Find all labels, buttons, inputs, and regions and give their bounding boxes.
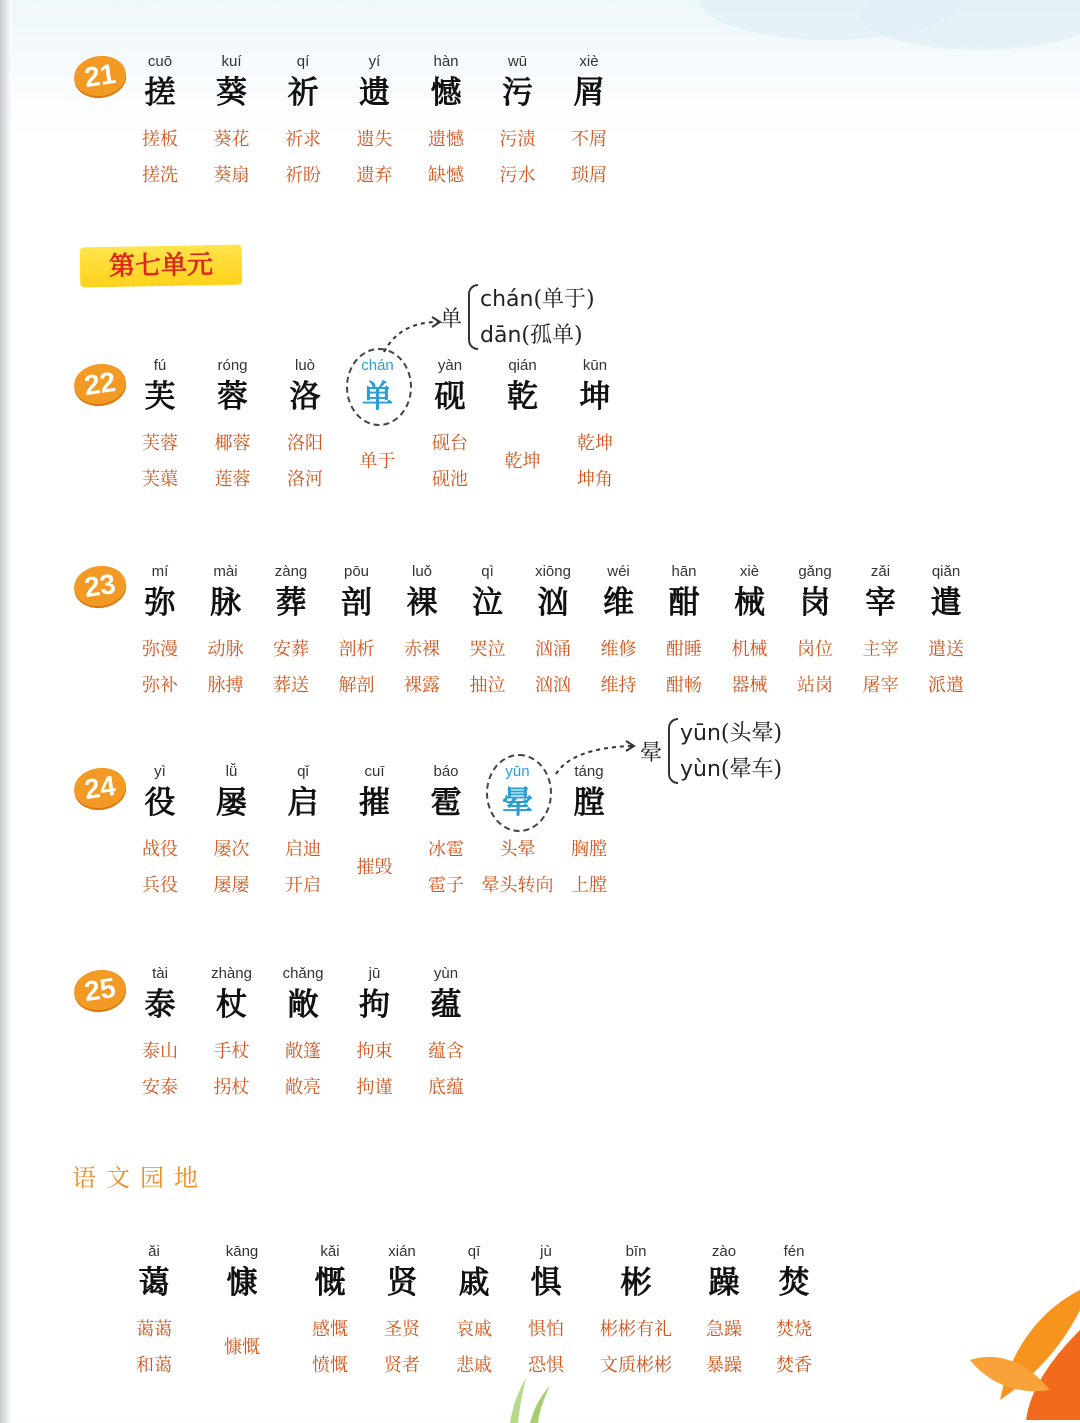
pinyin: zhàng [211, 965, 252, 982]
pinyin: zào [711, 1243, 737, 1260]
example-word: 遗失 [356, 129, 393, 150]
example-word: 弥补 [142, 675, 178, 696]
brace [668, 718, 678, 784]
hanzi: 惧 [530, 1265, 562, 1301]
example-word: 敞亮 [285, 1077, 321, 1098]
example-word: 惧怕 [528, 1319, 564, 1340]
example-word: 蔼蔼 [136, 1319, 172, 1340]
lesson-number-badge: 24 [71, 765, 128, 812]
example-word: 启迪 [285, 839, 321, 860]
note-pinyin: dān [480, 323, 522, 348]
dashed-arrow [552, 738, 642, 778]
character-entry [112, 1242, 196, 1384]
pinyin: zàng [274, 563, 308, 580]
leaf-decoration [930, 1270, 1080, 1420]
hanzi: 蕴 [430, 987, 462, 1023]
note-line [480, 318, 583, 349]
pinyin: kūn [582, 357, 608, 374]
example-word: 单于 [359, 451, 396, 472]
example-word: 酣畅 [666, 675, 702, 696]
unit-title: 第七单元 [80, 245, 243, 288]
pinyin: fén [783, 1243, 805, 1260]
example-word: 战役 [142, 839, 178, 860]
character-entry [335, 762, 415, 886]
hanzi: 脉 [210, 585, 241, 621]
example-word: 冰雹 [428, 839, 464, 860]
example-word: 琐屑 [571, 165, 607, 186]
character-entry [120, 356, 200, 498]
polyphone-note-dan [440, 282, 640, 352]
hanzi: 坤 [579, 379, 611, 415]
example-word: 泰山 [142, 1041, 178, 1062]
hanzi: 启 [287, 785, 319, 821]
pinyin: yàn [437, 357, 463, 374]
pinyin: bīn [625, 1243, 647, 1260]
example-word: 动脉 [207, 639, 244, 660]
note-pinyin: chán [480, 287, 534, 312]
pinyin: luò [294, 357, 316, 374]
hanzi: 裸 [406, 585, 438, 621]
example-word: 葵扇 [213, 165, 250, 186]
hanzi: 剖 [341, 585, 372, 621]
hanzi: 乾 [507, 379, 538, 415]
example-word: 机械 [731, 639, 768, 660]
pinyin: luǒ [411, 563, 433, 580]
example-word: 开启 [285, 875, 321, 896]
character-entry [594, 1242, 678, 1384]
note-word: (孤单) [521, 323, 583, 348]
hanzi: 泰 [144, 987, 176, 1023]
pinyin: yùn [433, 965, 459, 982]
character-entry [406, 762, 486, 904]
character-entry [549, 762, 629, 904]
pinyin: lǚ [225, 763, 238, 780]
example-word: 晕头转向 [481, 875, 554, 896]
example-word: 遣送 [928, 639, 964, 660]
character-entry [410, 356, 490, 498]
example-word: 雹子 [428, 875, 464, 896]
example-word: 抽泣 [469, 675, 506, 696]
example-word: 和蔼 [136, 1355, 172, 1376]
hanzi: 弥 [144, 585, 176, 621]
pinyin: wū [507, 53, 528, 70]
pinyin: mài [213, 563, 238, 580]
hanzi: 械 [734, 585, 765, 621]
example-word: 派遣 [928, 675, 964, 696]
pinyin: pōu [343, 563, 370, 580]
pinyin: tài [152, 965, 168, 982]
example-word: 维持 [600, 675, 637, 696]
example-word: 椰蓉 [214, 433, 251, 454]
character-entry [192, 762, 272, 904]
example-word: 弥漫 [142, 639, 178, 660]
hanzi: 宰 [865, 585, 896, 621]
example-word: 砚池 [432, 469, 468, 490]
note-word: (晕车) [720, 757, 783, 782]
hanzi: 汹 [537, 585, 569, 621]
example-word: 文质彬彬 [600, 1355, 672, 1376]
character-entry [335, 52, 415, 194]
polyphone-note-yun [640, 716, 840, 786]
highlight-circle [486, 754, 552, 832]
pinyin: xiè [579, 53, 599, 70]
highlight-circle [346, 348, 412, 426]
note-line [680, 716, 782, 747]
note-pinyin: yùn [680, 757, 721, 782]
hanzi: 膛 [573, 785, 605, 821]
character-entry [120, 52, 200, 194]
pinyin: cuī [364, 763, 385, 780]
note-word: (头晕) [720, 721, 783, 746]
pinyin: chǎng [282, 965, 324, 982]
hanzi: 酣 [668, 585, 700, 621]
example-word: 脉搏 [207, 675, 244, 696]
example-word: 敞篷 [285, 1041, 321, 1062]
example-word: 砚台 [432, 433, 468, 454]
example-word: 兵役 [142, 875, 178, 896]
hanzi: 搓 [144, 75, 176, 111]
character-entry [406, 52, 486, 194]
pinyin: xiōng [535, 563, 571, 580]
character-entry [120, 964, 200, 1106]
character-entry [263, 762, 343, 904]
example-word: 贤者 [384, 1355, 420, 1376]
pinyin: yì [154, 763, 166, 780]
hanzi: 砚 [434, 379, 466, 415]
hanzi: 摧 [359, 785, 390, 821]
example-word: 头晕 [499, 839, 536, 860]
hanzi: 维 [603, 585, 634, 621]
example-word: 站岗 [797, 675, 833, 696]
example-word: 汹汹 [535, 675, 571, 696]
note-pinyin: yūn [680, 721, 721, 746]
lesson-number-badge: 23 [71, 563, 128, 610]
hanzi: 雹 [430, 785, 462, 821]
example-word: 焚烧 [776, 1319, 812, 1340]
example-word: 愤慨 [312, 1355, 348, 1376]
lesson-number-badge: 25 [71, 967, 128, 1014]
example-word: 污水 [499, 165, 536, 186]
hanzi: 葬 [275, 585, 307, 621]
example-word: 急躁 [706, 1319, 742, 1340]
example-word: 酣睡 [666, 639, 702, 660]
hanzi: 屡 [216, 785, 247, 821]
character-entry [906, 562, 986, 704]
example-word: 感慨 [312, 1319, 348, 1340]
pinyin: kuí [221, 53, 242, 70]
hanzi: 敞 [287, 987, 319, 1023]
character-entry [555, 356, 635, 498]
example-word: 安葬 [273, 639, 309, 660]
note-line [680, 752, 782, 783]
example-word: 搓洗 [142, 165, 178, 186]
hanzi: 役 [144, 785, 176, 821]
character-entry [504, 1242, 588, 1384]
character-entry [120, 762, 200, 904]
example-word: 汹涌 [535, 639, 571, 660]
hanzi: 屑 [573, 75, 605, 111]
pinyin: róng [217, 357, 248, 374]
example-word: 葵花 [213, 129, 250, 150]
pinyin: fú [153, 357, 167, 374]
pinyin: jù [540, 1243, 552, 1260]
character-entry [752, 1242, 836, 1384]
example-word: 芙蕖 [142, 469, 178, 490]
pinyin: chán [361, 357, 394, 374]
hanzi: 慷 [226, 1265, 258, 1301]
pinyin: táng [574, 763, 604, 780]
example-word: 岗位 [797, 639, 833, 660]
pinyin: qián [508, 357, 537, 374]
character-entry [263, 52, 343, 194]
pinyin: jū [368, 965, 381, 982]
example-word: 蕴含 [428, 1041, 464, 1062]
hanzi: 慨 [314, 1265, 346, 1301]
lesson-number-badge: 22 [71, 361, 128, 408]
example-word: 摧毁 [356, 857, 393, 878]
example-word: 底蕴 [428, 1077, 464, 1098]
pinyin: gǎng [798, 563, 832, 580]
example-word: 恐惧 [528, 1355, 564, 1376]
hanzi: 遗 [359, 75, 390, 111]
example-word: 安泰 [142, 1077, 178, 1098]
example-word: 维修 [600, 639, 637, 660]
example-word: 焚香 [776, 1355, 812, 1376]
book-spine [0, 0, 12, 1423]
example-word: 乾坤 [577, 433, 613, 454]
example-word: 圣贤 [384, 1319, 420, 1340]
example-word: 莲蓉 [214, 469, 251, 490]
example-word: 器械 [731, 675, 768, 696]
example-word: 慷慨 [224, 1337, 260, 1358]
hanzi: 拘 [359, 987, 390, 1023]
pinyin: xián [388, 1243, 416, 1260]
hanzi: 戚 [458, 1265, 490, 1301]
example-word: 洛阳 [287, 433, 323, 454]
pinyin: qǐ [297, 763, 309, 780]
example-word: 哭泣 [469, 639, 506, 660]
example-word: 不屑 [571, 129, 607, 150]
hanzi: 躁 [708, 1265, 740, 1301]
pinyin: wéi [607, 563, 630, 580]
example-word: 污渍 [499, 129, 536, 150]
hanzi: 焚 [778, 1265, 810, 1301]
character-entry [483, 356, 563, 480]
pinyin: kǎi [320, 1243, 340, 1260]
character-entry [192, 52, 272, 194]
example-word: 解剖 [338, 675, 375, 696]
pinyin: qī [467, 1243, 481, 1260]
example-word: 遗弃 [356, 165, 393, 186]
hanzi: 祈 [287, 75, 319, 111]
character-entry [200, 1242, 284, 1366]
character-entry [265, 356, 345, 498]
example-word: 上膛 [571, 875, 607, 896]
example-word: 乾坤 [504, 451, 541, 472]
note-word: (单于) [533, 287, 595, 312]
example-word: 拘束 [356, 1041, 393, 1062]
hanzi: 憾 [430, 75, 462, 111]
example-word: 屠宰 [862, 675, 899, 696]
example-word: 祈求 [285, 129, 321, 150]
character-entry [406, 964, 486, 1106]
character-entry [263, 964, 343, 1106]
hanzi: 单 [362, 379, 393, 415]
example-word: 彬彬有礼 [600, 1319, 672, 1340]
character-entry [335, 964, 415, 1106]
character-entry [478, 52, 558, 194]
hanzi: 污 [502, 75, 533, 111]
pinyin: xiè [739, 563, 760, 580]
sky-cloud [860, 0, 1080, 50]
note-line [480, 282, 595, 313]
hanzi: 蔼 [138, 1265, 170, 1301]
note-head-char: 单 [440, 307, 463, 332]
hanzi: 晕 [502, 785, 533, 821]
character-entry [549, 52, 629, 194]
example-word: 赤裸 [404, 639, 440, 660]
pinyin: zǎi [870, 563, 891, 580]
hanzi: 彬 [620, 1265, 652, 1301]
hanzi: 遣 [930, 585, 962, 621]
pinyin: qiǎn [931, 563, 961, 580]
example-word: 坤角 [577, 469, 613, 490]
example-word: 芙蓉 [142, 433, 178, 454]
brace [468, 284, 478, 350]
example-word: 拐杖 [213, 1077, 250, 1098]
character-entry [193, 356, 273, 498]
hanzi: 泣 [472, 585, 503, 621]
example-word: 洛河 [287, 469, 323, 490]
hanzi: 岗 [799, 585, 831, 621]
pinyin: ǎi [148, 1243, 160, 1260]
pinyin: hàn [433, 53, 459, 70]
example-word: 暴躁 [706, 1355, 742, 1376]
garden-title: 语文园地 [72, 1164, 208, 1192]
example-word: 屡次 [213, 839, 250, 860]
lesson-number-badge: 21 [71, 53, 128, 100]
dashed-arrow [380, 312, 446, 356]
example-word: 祈盼 [285, 165, 321, 186]
hanzi: 葵 [216, 75, 247, 111]
example-word: 胸膛 [571, 839, 607, 860]
hanzi: 芙 [144, 379, 176, 415]
pinyin: mí [151, 563, 169, 580]
example-word: 遗憾 [428, 129, 464, 150]
hanzi: 洛 [289, 379, 321, 415]
example-word: 葬送 [273, 675, 309, 696]
hanzi: 贤 [386, 1265, 418, 1301]
note-head-char: 晕 [640, 741, 663, 766]
pinyin: yí [368, 53, 381, 70]
example-word: 剖析 [338, 639, 375, 660]
character-entry [192, 964, 272, 1106]
example-word: 悲戚 [456, 1355, 492, 1376]
hanzi: 杖 [216, 987, 247, 1023]
example-word: 屡屡 [213, 875, 250, 896]
example-word: 缺憾 [428, 165, 464, 186]
pinyin: qí [296, 53, 310, 70]
grass-decoration [500, 1378, 560, 1423]
example-word: 搓板 [142, 129, 178, 150]
example-word: 裸露 [404, 675, 440, 696]
example-word: 主宰 [862, 639, 899, 660]
pinyin: báo [433, 763, 459, 780]
pinyin: qì [481, 563, 494, 580]
pinyin: yūn [505, 763, 530, 780]
hanzi: 蓉 [217, 379, 248, 415]
example-word: 哀戚 [456, 1319, 492, 1340]
example-word: 手杖 [213, 1041, 250, 1062]
pinyin: cuō [147, 53, 173, 70]
example-word: 拘谨 [356, 1077, 393, 1098]
pinyin: hān [671, 563, 697, 580]
pinyin: kāng [225, 1243, 259, 1260]
